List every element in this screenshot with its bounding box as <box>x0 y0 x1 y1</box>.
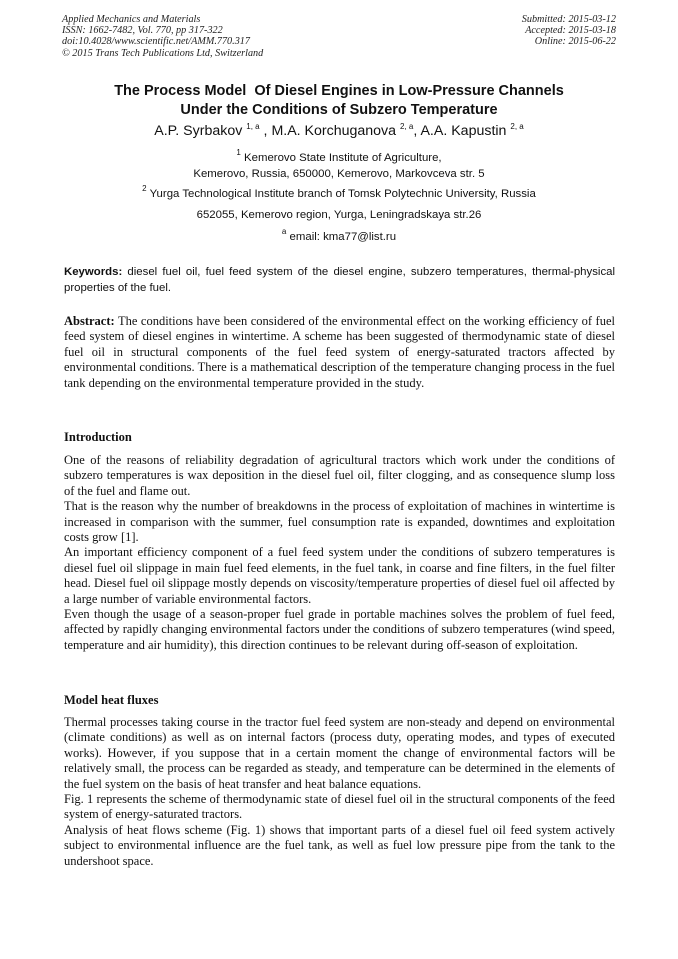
issn-line: ISSN: 1662-7482, Vol. 770, pp 317-322 <box>62 25 223 37</box>
affiliation-mark: 2 <box>142 184 147 193</box>
paragraph: An important efficiency component of a fuel feed system under the conditions of subzero temperatures is diesel fuel oil slippage in main fuel feed elements, in the fuel tank, in coarse and fine filters, in the fuel filter head. Diesel fuel oil slippage mostly depends on viscosity/temperature properties of diesel fuel oil affected by a large number of variable environmental factors. <box>64 545 615 606</box>
author-affiliation-mark: 2, a <box>400 122 414 131</box>
submitted-date: Submitted: 2015-03-12 <box>521 14 616 25</box>
author-list <box>40 122 638 140</box>
section-heading-model-heat-fluxes: Model heat fluxes <box>64 693 159 707</box>
paragraph: That is the reason why the number of breakdowns in the process of exploitation of machines in wintertime is increased in comparison with the summer, fuel consumption rate is expanded, downtimes and exploitation costs grow [1]. <box>64 499 615 545</box>
paragraph: Fig. 1 represents the scheme of thermodynamic state of diesel fuel oil in the structural components of the feed system of energy-saturated tractors. <box>64 792 615 822</box>
doi-line[interactable]: doi:10.4028/www.scientific.net/AMM.770.317 <box>62 36 250 48</box>
affiliation-mark: 1 <box>236 148 241 157</box>
paragraph: Thermal processes taking course in the tractor fuel feed system are non-steady and depend on environmental (climate conditions) as well as on internal factors (process duty, operating modes, and types of executed works). However, if you suppose that in a certain moment the change of environmental factors will be relatively small, the process can be regarded as steady, and temperature can be determined in the elements of the fuel system on the basis of heat transfer and heat balance equations. <box>64 715 615 791</box>
author-name: M.A. Korchuganova <box>271 123 397 139</box>
title-line-1: The Process Model Of Diesel Engines in Low-Pressure Channels <box>114 83 564 99</box>
model-body <box>64 715 615 869</box>
journal-header <box>62 14 263 59</box>
affiliation-address: Kemerovo, Russia, 650000, Kemerovo, Markovceva str. 5 <box>193 168 485 180</box>
paragraph: Analysis of heat flows scheme (Fig. 1) shows that important parts of a diesel fuel oil feed system actively subject to environmental influence are the fuel tank, as well as fuel low pressure pipe from the tank to the undershoot space. <box>64 822 615 868</box>
affiliation-text: Yurga Technological Institute branch of Tomsk Polytechnic University, Russia <box>149 188 536 200</box>
keywords-section <box>64 264 615 296</box>
copyright-line: © 2015 Trans Tech Publications Ltd, Switzerland <box>62 47 264 59</box>
paper-title <box>40 82 638 120</box>
online-date: Online: 2015-06-22 <box>534 36 616 48</box>
dates-header <box>522 14 616 48</box>
abstract-section <box>64 314 615 391</box>
author-name: A.P. Syrbakov <box>154 123 243 139</box>
affiliation-1 <box>40 150 638 182</box>
abstract-label: Abstract: <box>64 314 115 328</box>
title-line-2: Under the Conditions of Subzero Temperature <box>180 102 498 118</box>
abstract-text: The conditions have been considered of the environmental effect on the working efficiency of fuel feed system of diesel engines in wintertime. A scheme has been suggested of thermodynamic state of diesel fuel oil in structural components of the fuel feed system of energy-saturated tractors affected by environmental conditions. There is a mathematical description of the temperature changing process in the fuel tank depending on the environmental temperature provided in the study. <box>64 314 615 390</box>
author-name: A.A. Kapustin <box>420 123 507 139</box>
affiliation-text: Kemerovo State Institute of Agriculture, <box>244 152 442 164</box>
email-mark: a <box>281 227 287 236</box>
accepted-date: Accepted: 2015-03-18 <box>525 25 616 37</box>
section-heading-introduction: Introduction <box>64 430 132 444</box>
author-affiliation-mark: 2, a <box>510 122 524 131</box>
author-affiliation-mark: 1, a <box>246 122 260 131</box>
author-separator: , <box>259 123 272 139</box>
contact-email <box>40 229 638 245</box>
affiliation-2 <box>40 186 638 202</box>
paragraph: One of the reasons of reliability degradation of agricultural tractors which work under the conditions of subzero temperatures is wax deposition in the diesel fuel oil, filter clogging, and as consequence slump loss of the fuel and flame out. <box>64 453 615 498</box>
paragraph: Even though the usage of a season-proper fuel grade in portable machines solves the problem of fuel feed, affected by rapidly changing environmental factors under the conditions of subzero temperatures (wind speed, temperature and air humidity), this direction continues to be relevant during off-season of exploitation. <box>64 607 615 652</box>
affiliation-address: 652055, Kemerovo region, Yurga, Leningradskaya str.26 <box>196 209 482 221</box>
email-link[interactable]: email: kma77@list.ru <box>289 231 397 243</box>
author-separator: , <box>413 123 418 139</box>
keywords-label: Keywords: <box>64 266 123 278</box>
keywords-text: diesel fuel oil, fuel feed system of the diesel engine, subzero temperatures, thermal-physical properties of the fuel. <box>64 266 615 294</box>
journal-name: Applied Mechanics and Materials <box>62 14 201 25</box>
introduction-body <box>64 453 615 653</box>
